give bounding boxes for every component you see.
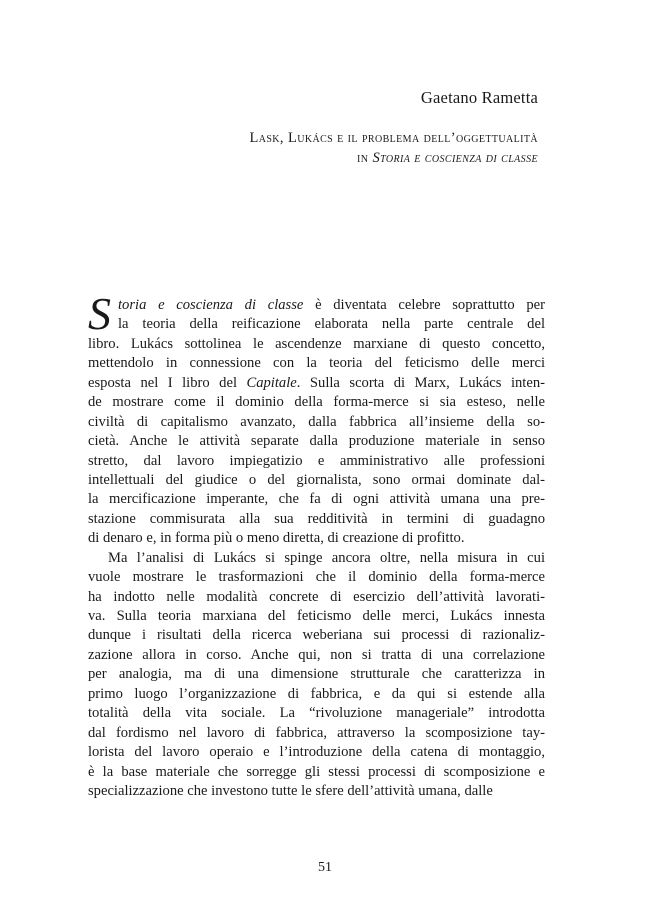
text-line	[88, 315, 545, 334]
text-run: . Sulla scorta di Marx, Lukács inten-	[296, 374, 545, 391]
text-line	[88, 529, 545, 548]
text-line	[88, 743, 545, 762]
author-name: Gaetano Rametta	[420, 88, 538, 107]
text-run: ha indotto nelle modalità concrete di esercizio dell’attività lavorati-	[88, 588, 545, 605]
text-line	[88, 626, 545, 645]
text-run: è la base materiale che sorregge gli stessi processi di scomposizione e	[88, 763, 545, 780]
text-line	[88, 296, 545, 315]
text-run: la teoria della reificazione elaborata nella parte centrale del	[118, 316, 545, 333]
text-line	[88, 471, 545, 490]
subtitle-prefix: in	[357, 150, 373, 166]
text-run: cietà. Anche le attività separate dalla produzione materiale in senso	[88, 433, 545, 450]
text-line	[88, 704, 545, 723]
text-run: dal fordismo nel lavoro di fabbrica, attraverso la scomposizione tay-	[88, 724, 545, 741]
italic-title: Capitale	[246, 374, 297, 391]
page-number: 51	[318, 860, 332, 875]
text-line	[88, 374, 545, 393]
text-line	[88, 665, 545, 684]
text-line	[88, 335, 545, 354]
text-line	[88, 782, 545, 801]
italic-title: toria e coscienza di classe	[118, 297, 304, 313]
text-run: vuole mostrare le trasformazioni che il dominio della forma-merce	[88, 569, 545, 586]
text-run: stretto, dal lavoro impiegatizio e amministrativo alle professioni	[88, 452, 545, 469]
text-line	[88, 685, 545, 704]
text-line	[88, 724, 545, 743]
text-line	[88, 490, 545, 509]
text-run: lorista del lavoro operaio e l’introduzione della catena di montaggio,	[88, 744, 545, 761]
text-run: totalità della vita sociale. La “rivoluzione manageriale” introdotta	[88, 705, 545, 722]
drop-cap: S	[88, 288, 111, 339]
text-run: per analogia, ma di una dimensione strutturale che caratterizza in	[88, 666, 545, 683]
text-line	[88, 452, 545, 471]
text-run: dunque i risultati della ricerca weberiana sui processi di razionaliz-	[88, 627, 545, 644]
text-run: è diventata celebre soprattutto per	[303, 297, 545, 313]
chapter-title: Lask, Lukács e il problema dell’oggettualità	[249, 130, 538, 146]
text-run: civiltà di capitalismo avanzato, dalla fabbrica all’insieme della so-	[88, 413, 545, 430]
text-line	[88, 568, 545, 587]
text-line	[88, 549, 545, 568]
text-line	[88, 432, 545, 451]
text-run: esposta nel I libro del	[88, 374, 247, 391]
text-run: primo luogo l’organizzazione di fabbrica, e da qui si estende alla	[88, 685, 545, 702]
text-line	[88, 646, 545, 665]
text-run: la mercificazione imperante, che fa di ogni attività umana una pre-	[88, 491, 545, 508]
text-run: de mostrare come il dominio della forma-merce si sia esteso, nelle	[88, 394, 545, 411]
text-run: zazione allora in corso. Anche qui, non si tratta di una correlazione	[88, 646, 545, 663]
text-run: mettendolo in connessione con la teoria del feticismo delle merci	[88, 355, 545, 372]
text-line	[88, 607, 545, 626]
text-run: libro. Lukács sottolinea le ascendenze marxiane di questo concetto,	[88, 335, 545, 352]
text-line	[88, 354, 545, 373]
text-run: stazione commisurata alla sua redditività in termini di guadagno	[88, 510, 545, 527]
text-run: di denaro e, in forma più o meno diretta, di creazione di profitto.	[88, 530, 465, 547]
text-line	[88, 588, 545, 607]
text-run: specializzazione che investono tutte le sfere dell’attività umana, dalle	[88, 782, 493, 799]
text-line	[88, 763, 545, 782]
chapter-subtitle	[357, 150, 538, 167]
text-line	[88, 510, 545, 529]
text-line	[88, 393, 545, 412]
body-text	[88, 288, 545, 801]
text-run: Ma l’analisi di Lukács si spinge ancora oltre, nella misura in cui	[108, 549, 545, 566]
text-run: va. Sulla teoria marxiana del feticismo delle merci, Lukács innesta	[88, 608, 545, 624]
subtitle-book-title: Storia e coscienza di classe	[372, 150, 538, 166]
text-run: intellettuali del giudice o del giornalista, sono ormai dominate dal-	[88, 471, 545, 488]
text-line	[88, 413, 545, 432]
